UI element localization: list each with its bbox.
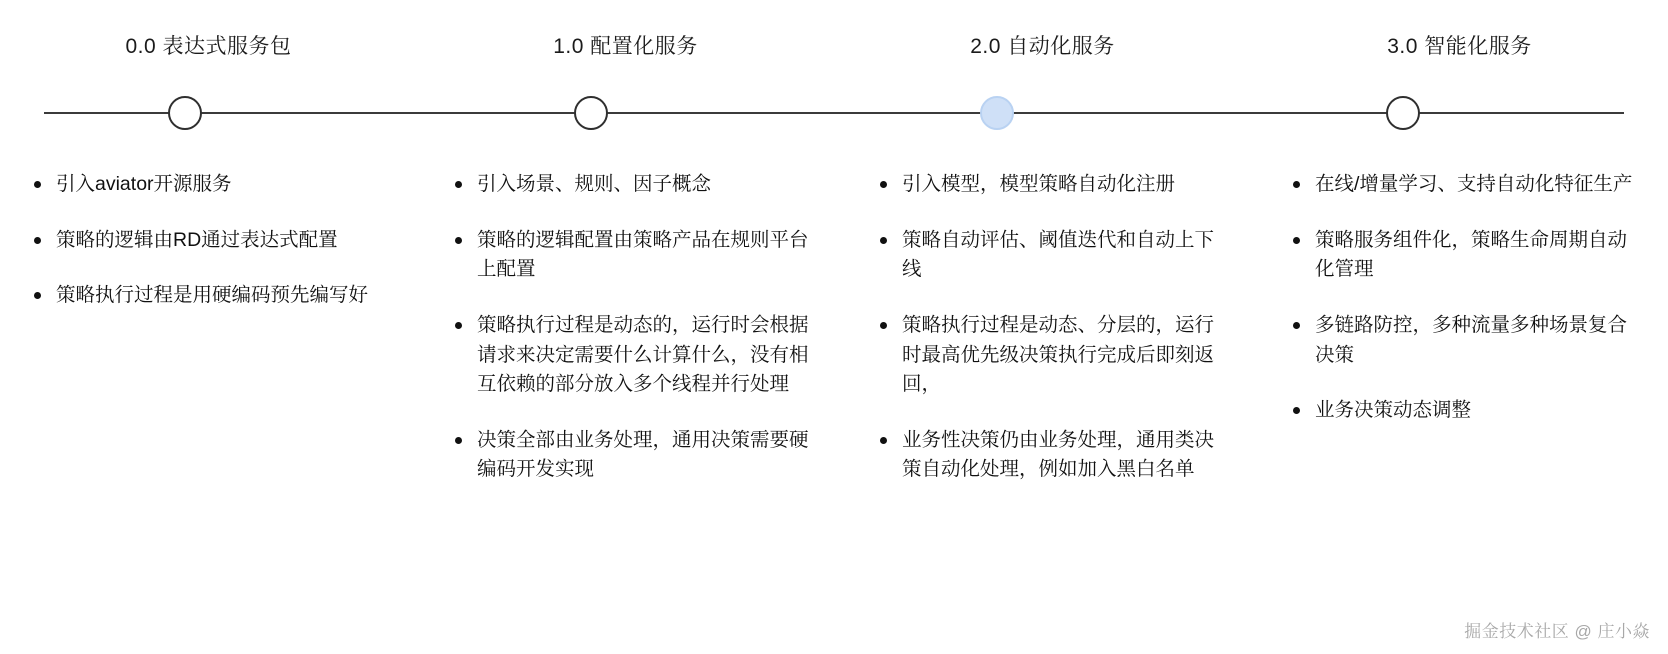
list-item: 业务性决策仍由业务处理，通用类决策自动化处理，例如加入黑白名单 xyxy=(876,426,1223,485)
stage-column-2 xyxy=(834,170,1251,511)
timeline-node-3[interactable] xyxy=(1386,96,1420,130)
stage-bullet-list-2 xyxy=(876,170,1223,485)
stage-bullet-list-0 xyxy=(30,170,387,311)
list-item: 业务决策动态调整 xyxy=(1289,396,1644,426)
list-item: 策略服务组件化，策略生命周期自动化管理 xyxy=(1289,226,1644,285)
stage-headers xyxy=(0,0,1668,72)
stage-title-2: 2.0 自动化服务 xyxy=(970,35,1115,58)
stage-column-3 xyxy=(1251,170,1668,511)
timeline-node-1[interactable] xyxy=(574,96,608,130)
list-item: 策略执行过程是动态、分层的，运行时最高优先级决策执行完成后即刻返回， xyxy=(876,311,1223,400)
stage-title-1: 1.0 配置化服务 xyxy=(553,35,698,58)
stage-bullet-list-1 xyxy=(451,170,810,485)
timeline-axis xyxy=(0,96,1668,148)
timeline-node-0[interactable] xyxy=(168,96,202,130)
stage-columns xyxy=(0,170,1668,511)
list-item: 决策全部由业务处理，通用决策需要硬编码开发实现 xyxy=(451,426,810,485)
stage-title-0: 0.0 表达式服务包 xyxy=(125,35,292,58)
list-item: 引入场景、规则、因子概念 xyxy=(451,170,810,200)
stage-column-0 xyxy=(0,170,417,511)
timeline-node-2[interactable] xyxy=(980,96,1014,130)
list-item: 多链路防控，多种流量多种场景复合决策 xyxy=(1289,311,1644,370)
stage-title-3: 3.0 智能化服务 xyxy=(1387,35,1532,58)
list-item: 策略执行过程是动态的，运行时会根据请求来决定需要什么计算什么，没有相互依赖的部分放入多个线程并行处理 xyxy=(451,311,810,400)
watermark: 掘金技术社区 @ 庄小焱 xyxy=(1464,622,1650,641)
list-item: 策略执行过程是用硬编码预先编写好 xyxy=(30,281,387,311)
list-item: 引入模型，模型策略自动化注册 xyxy=(876,170,1223,200)
stage-column-1 xyxy=(417,170,834,511)
stage-bullet-list-3 xyxy=(1289,170,1644,426)
list-item: 在线/增量学习、支持自动化特征生产 xyxy=(1289,170,1644,200)
list-item: 策略的逻辑配置由策略产品在规则平台上配置 xyxy=(451,226,810,285)
list-item: 引入aviator开源服务 xyxy=(30,170,387,200)
list-item: 策略的逻辑由RD通过表达式配置 xyxy=(30,226,387,256)
list-item: 策略自动评估、阈值迭代和自动上下线 xyxy=(876,226,1223,285)
